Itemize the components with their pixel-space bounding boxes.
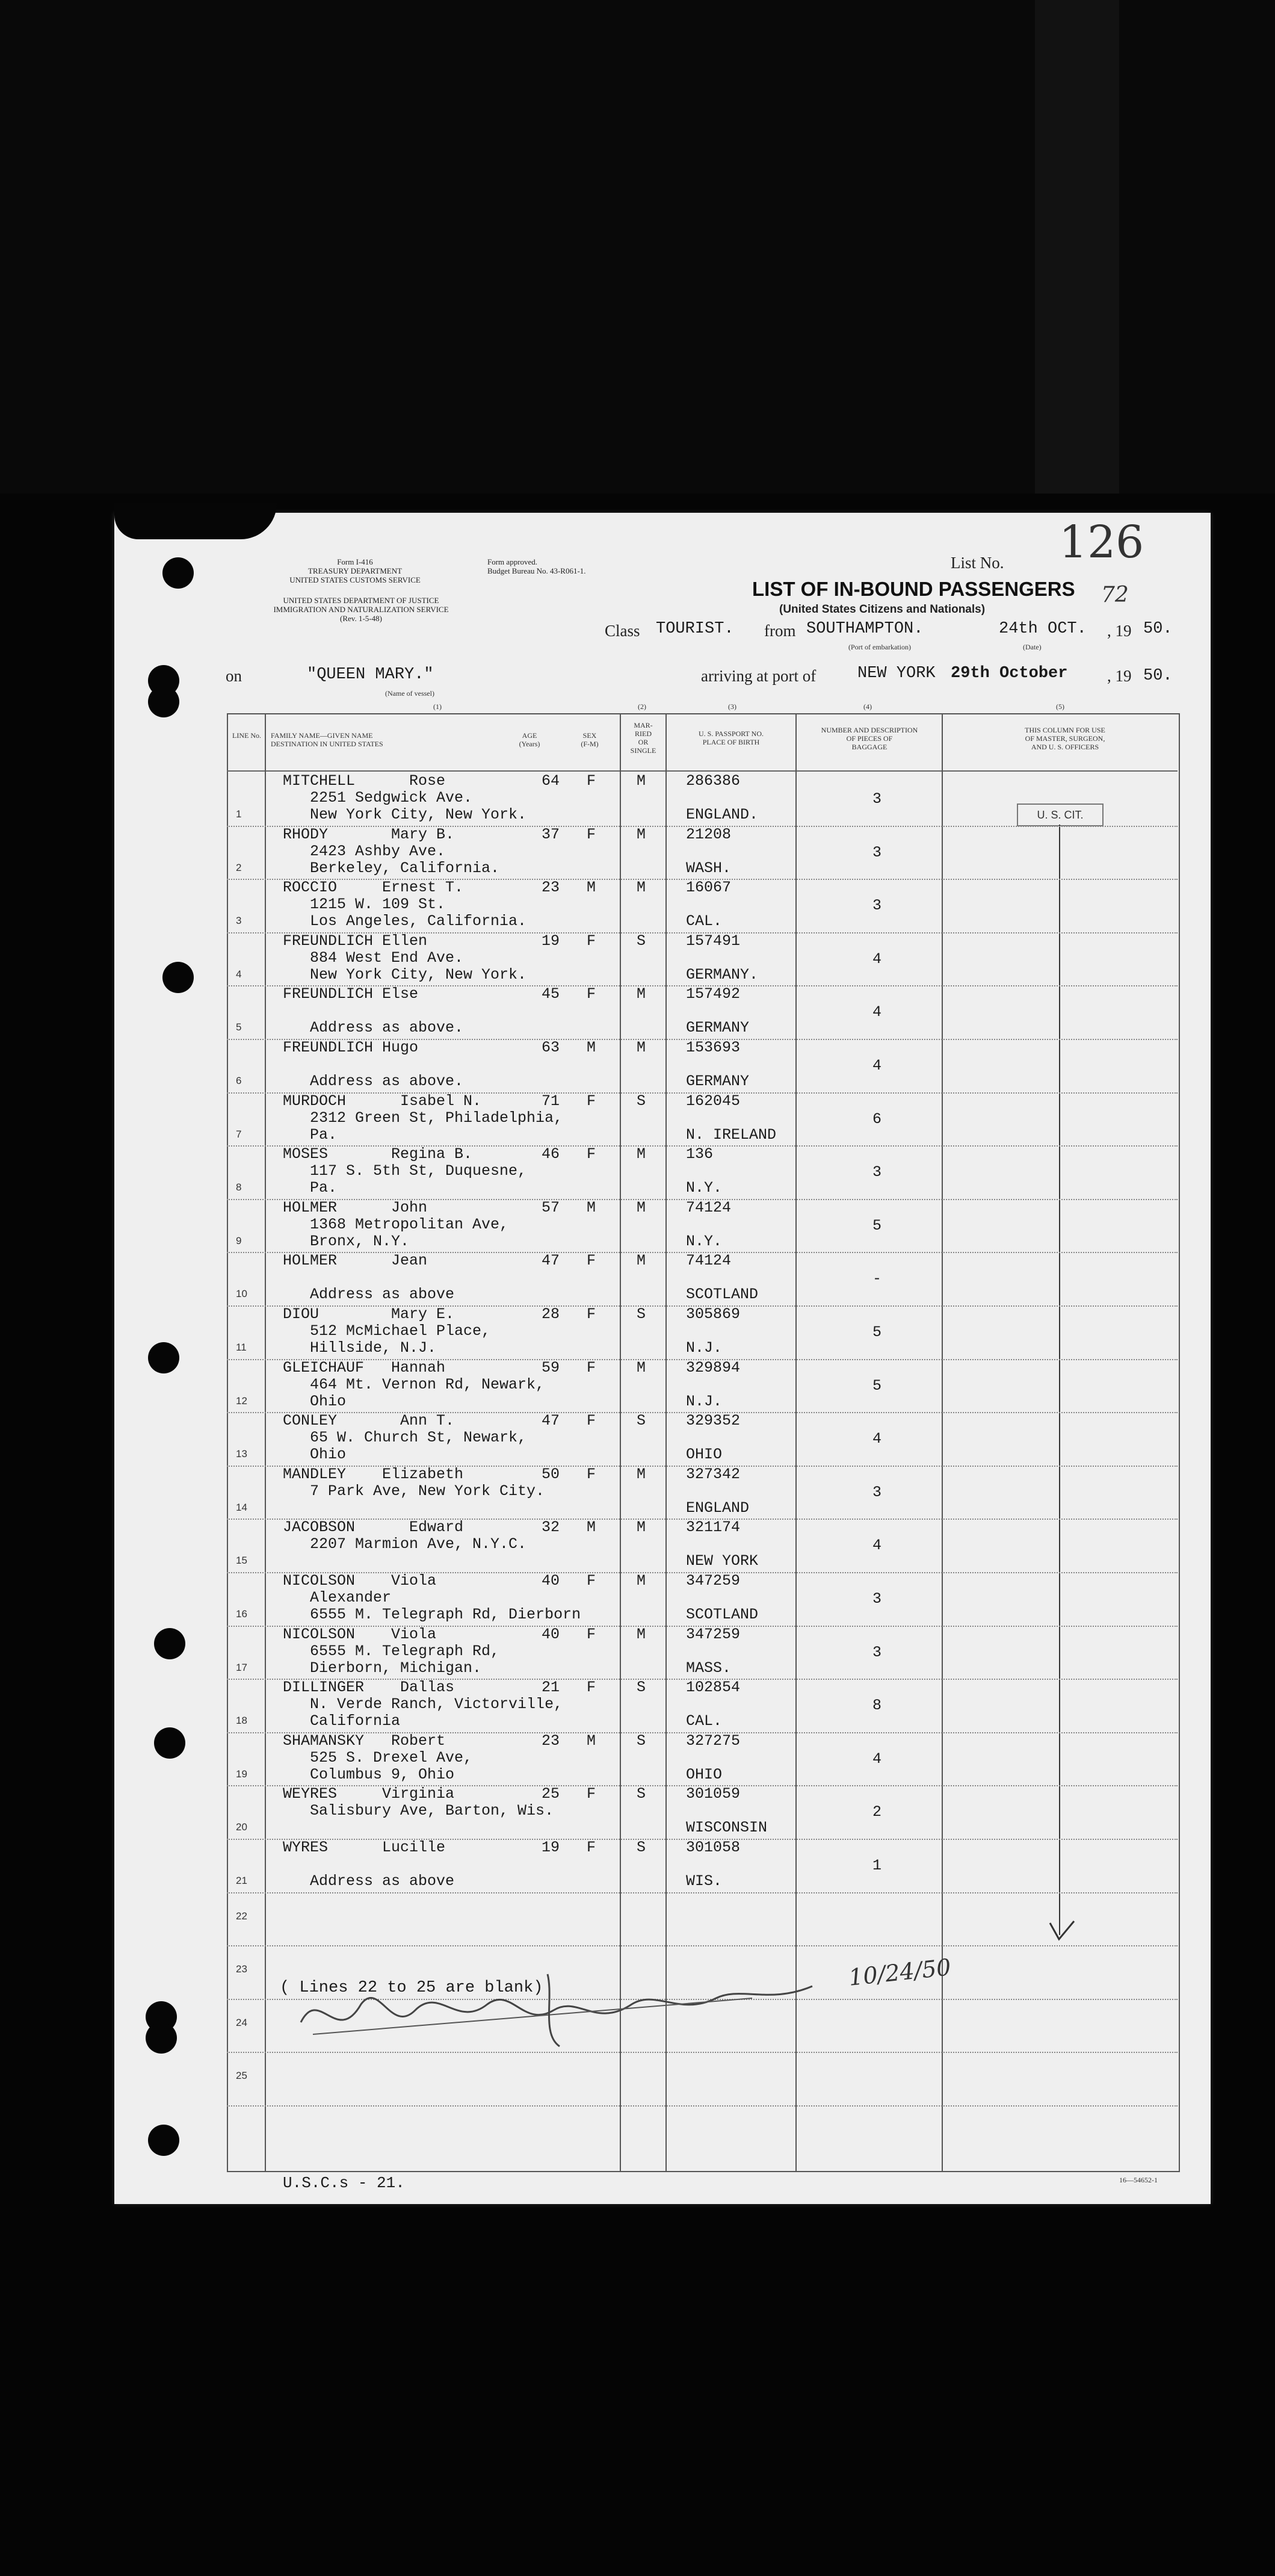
passenger-name: DILLINGER Dallas — [283, 1679, 455, 1697]
agency-line: UNITED STATES DEPARTMENT OF JUSTICE — [283, 596, 439, 605]
destination-address: 7 Park Ave, New York City. — [310, 1482, 545, 1500]
passenger-name: FREUNDLICH Ellen — [283, 932, 428, 950]
place-of-birth: WISCONSIN — [686, 1819, 768, 1837]
passport-number: 327275 — [686, 1732, 741, 1750]
passenger-sex: F — [587, 1625, 596, 1643]
baggage-count: 3 — [872, 1590, 882, 1608]
passenger-age: 47 — [542, 1252, 560, 1270]
line-number: 11 — [236, 1342, 247, 1353]
destination-address: 512 McMichael Place, — [310, 1322, 491, 1340]
marital-status: S — [637, 1732, 646, 1750]
punch-hole — [154, 1628, 185, 1659]
destination-city: Address as above — [310, 1872, 455, 1890]
passenger-name: GLEICHAUF Hannah — [283, 1358, 446, 1376]
passenger-name: WEYRES Virginia — [283, 1785, 455, 1803]
destination-city: Pa. — [310, 1179, 338, 1197]
marital-status: M — [637, 1039, 646, 1056]
passenger-name: DIOU Mary E. — [283, 1305, 455, 1323]
marital-status: M — [637, 825, 646, 843]
class-label: Class — [605, 622, 640, 640]
place-of-birth: GERMANY — [686, 1073, 750, 1090]
baggage-count: 3 — [872, 897, 882, 915]
list-no-sub: 72 — [1101, 583, 1129, 607]
punch-hole — [148, 2125, 179, 2156]
destination-address: 1368 Metropolitan Ave, — [310, 1215, 509, 1233]
baggage-count: 4 — [872, 1750, 882, 1768]
punch-hole — [154, 1727, 185, 1759]
baggage-count: 4 — [872, 1003, 882, 1021]
place-of-birth: N.Y. — [686, 1179, 723, 1197]
passenger-age: 40 — [542, 1625, 560, 1643]
passenger-age: 47 — [542, 1412, 560, 1430]
marital-status: S — [637, 1412, 646, 1430]
baggage-count: 3 — [872, 843, 882, 861]
passport-number: 301058 — [686, 1839, 741, 1856]
baggage-count: 4 — [872, 950, 882, 968]
passport-number: 347259 — [686, 1572, 741, 1590]
destination-address: 525 S. Drexel Ave, — [310, 1748, 473, 1766]
agency-line: UNITED STATES CUSTOMS SERVICE — [289, 575, 421, 584]
destination-city: Berkeley, California. — [310, 859, 500, 877]
arrival-year: 50. — [1143, 667, 1173, 685]
passenger-age: 32 — [542, 1519, 560, 1537]
row-rule — [227, 1892, 1178, 1893]
passport-number: 329894 — [686, 1358, 741, 1376]
baggage-count: 5 — [872, 1324, 882, 1341]
place-of-birth: GERMANY. — [686, 965, 759, 983]
passenger-age: 46 — [542, 1145, 560, 1163]
marital-status: M — [637, 1519, 646, 1537]
passport-number: 157492 — [686, 985, 741, 1003]
budget-line: Budget Bureau No. 43-R061-1. — [487, 566, 586, 575]
passenger-sex: M — [587, 1039, 596, 1056]
baggage-count: 5 — [872, 1376, 882, 1395]
line-number: 16 — [236, 1608, 247, 1620]
punch-hole — [148, 1342, 179, 1373]
destination-address: 117 S. 5th St, Duquesne, — [310, 1162, 527, 1180]
row-rule — [227, 1945, 1178, 1946]
col-header-marital: MAR- RIED OR SINGLE — [630, 721, 656, 755]
passenger-sex: F — [587, 1785, 596, 1803]
destination-city: Dierborn, Michigan. — [310, 1659, 482, 1677]
destination-address: 2312 Green St, Philadelphia, — [310, 1109, 563, 1127]
passport-number: 329352 — [686, 1412, 741, 1430]
page-subtitle: (United States Citizens and Nationals) — [779, 603, 986, 616]
departure-date: 24th OCT. — [999, 620, 1087, 638]
marital-status: S — [637, 932, 646, 950]
baggage-count: 3 — [872, 1483, 882, 1501]
baggage-count: 5 — [872, 1216, 882, 1234]
passport-number: 16067 — [686, 879, 732, 897]
destination-address: 2423 Ashby Ave. — [310, 842, 446, 860]
col-number: (1) — [433, 702, 442, 711]
marital-status: M — [637, 985, 646, 1003]
destination-address: 884 West End Ave. — [310, 949, 464, 967]
departure-year: 50. — [1143, 620, 1173, 638]
passenger-age: 64 — [542, 772, 560, 790]
destination-city: California — [310, 1712, 401, 1730]
form-approval — [487, 557, 668, 575]
col-header-baggage: NUMBER AND DESCRIPTION OF PIECES OF BAGGAGE — [821, 726, 918, 751]
line-number: 20 — [236, 1821, 247, 1833]
place-of-birth: SCOTLAND — [686, 1286, 759, 1304]
line-number: 14 — [236, 1501, 247, 1513]
passenger-sex: F — [587, 1679, 596, 1697]
line-number: 21 — [236, 1875, 247, 1886]
passport-number: 162045 — [686, 1092, 741, 1110]
line-number: 17 — [236, 1661, 247, 1673]
arrival-date: 29th October — [951, 664, 1068, 683]
baggage-count: 8 — [872, 1697, 882, 1715]
place-of-birth: OHIO — [686, 1446, 723, 1464]
form-agency-block — [265, 557, 445, 584]
place-of-birth: CAL. — [686, 912, 723, 930]
arriving-label: arriving at port of — [701, 667, 817, 685]
line-number: 1 — [236, 808, 242, 820]
passport-number: 157491 — [686, 932, 741, 950]
line-number: 8 — [236, 1181, 242, 1194]
list-no-label: List No. — [951, 554, 1004, 572]
passenger-name: NICOLSON Viola — [283, 1625, 437, 1643]
destination-city: Hillside, N.J. — [310, 1339, 437, 1357]
line-number: 4 — [236, 968, 242, 980]
passenger-sex: F — [587, 1092, 596, 1110]
baggage-count: 4 — [872, 1057, 882, 1074]
passport-number: 327342 — [686, 1465, 741, 1483]
marital-status: M — [637, 1572, 646, 1590]
destination-address: 464 Mt. Vernon Rd, Newark, — [310, 1375, 545, 1393]
col-number: (5) — [1056, 702, 1064, 711]
line-number: 23 — [236, 1963, 247, 1975]
passport-number: 74124 — [686, 1252, 732, 1270]
line-number: 12 — [236, 1395, 247, 1407]
passenger-name: MOSES Regina B. — [283, 1145, 473, 1163]
passenger-sex: M — [587, 879, 596, 897]
passenger-name: HOLMER Jean — [283, 1252, 428, 1270]
col-header-name: FAMILY NAME—GIVEN NAME DESTINATION IN UNITED STATES — [271, 731, 383, 748]
destination-city: Address as above. — [310, 1073, 464, 1090]
passenger-age: 50 — [542, 1465, 560, 1483]
col-number: (3) — [728, 702, 736, 711]
baggage-count: 1 — [872, 1857, 882, 1874]
line-number: 22 — [236, 1910, 247, 1922]
passenger-name: ROCCIO Ernest T. — [283, 879, 464, 897]
passenger-sex: F — [587, 1412, 596, 1430]
footer-print-code: 16—54652-1 — [1119, 2176, 1158, 2184]
place-of-birth: N. IRELAND — [686, 1125, 777, 1144]
passenger-sex: F — [587, 1305, 596, 1323]
marital-status: M — [637, 1198, 646, 1216]
place-of-birth: N.Y. — [686, 1232, 723, 1250]
row-rule — [227, 2105, 1178, 2107]
col-header-passport: U. S. PASSPORT NO. PLACE OF BIRTH — [699, 729, 764, 746]
passenger-age: 59 — [542, 1358, 560, 1376]
destination-city: Los Angeles, California. — [310, 912, 527, 930]
baggage-count: 3 — [872, 1163, 882, 1181]
footer-form-code: U.S.C.s - 21. — [283, 2174, 405, 2192]
passenger-sex: F — [587, 1145, 596, 1163]
destination-city: Pa. — [310, 1125, 338, 1144]
passenger-age: 37 — [542, 825, 560, 843]
passenger-sex: F — [587, 932, 596, 950]
passport-number: 286386 — [686, 772, 741, 790]
col-number: (4) — [863, 702, 872, 711]
header-divider — [227, 770, 1178, 772]
line-number: 5 — [236, 1021, 242, 1033]
from-label: from — [764, 622, 796, 640]
form-justice-block — [223, 596, 499, 623]
passenger-sex: F — [587, 1358, 596, 1376]
list-no-value: 126 — [1059, 516, 1144, 568]
passenger-sex: F — [587, 1839, 596, 1856]
place-of-birth: CAL. — [686, 1712, 723, 1730]
vessel-name: "QUEEN MARY." — [307, 666, 434, 684]
passenger-age: 45 — [542, 985, 560, 1003]
punch-hole — [146, 2022, 177, 2054]
bracket-end-mark — [1047, 1920, 1077, 1944]
marital-status: M — [637, 1465, 646, 1483]
passenger-sex: M — [587, 1732, 596, 1750]
marital-status: S — [637, 1839, 646, 1856]
marital-status: M — [637, 1358, 646, 1376]
marital-status: M — [637, 1145, 646, 1163]
passenger-sex: M — [587, 1198, 596, 1216]
passenger-name: WYRES Lucille — [283, 1839, 446, 1856]
officer-signature — [295, 1962, 824, 2052]
punch-hole — [148, 686, 179, 717]
passenger-name: MURDOCH Isabel N. — [283, 1092, 482, 1110]
baggage-count: 6 — [872, 1110, 882, 1128]
passenger-sex: F — [587, 772, 596, 790]
marital-status: S — [637, 1679, 646, 1697]
line-number: 9 — [236, 1234, 242, 1246]
marital-status: M — [637, 772, 646, 790]
vessel-caption: (Name of vessel) — [385, 689, 434, 698]
approval-line: Form approved. — [487, 557, 538, 566]
passport-number: 305869 — [686, 1305, 741, 1323]
citizen-bracket-line — [1059, 825, 1060, 1935]
line-number: 25 — [236, 2070, 247, 2082]
destination-city: Ohio — [310, 1446, 347, 1464]
passenger-age: 40 — [542, 1572, 560, 1590]
destination-address: 1215 W. 109 St. — [310, 896, 446, 914]
baggage-count: 2 — [872, 1803, 882, 1821]
destination-address: Salisbury Ave, Barton, Wis. — [310, 1802, 554, 1820]
place-of-birth: N.J. — [686, 1339, 723, 1357]
blank-lines-note: ( Lines 22 to 25 are blank) — [280, 1979, 543, 1997]
destination-address: 2251 Sedgwick Ave. — [310, 789, 473, 807]
destination-city: Bronx, N.Y. — [310, 1232, 410, 1250]
place-of-birth: MASS. — [686, 1659, 732, 1677]
col-header-age: AGE (Years) — [519, 731, 540, 748]
year-label: , 19 — [1107, 667, 1132, 685]
col-header-officers: THIS COLUMN FOR USE OF MASTER, SURGEON, AND U. S. OFFICERS — [1025, 726, 1105, 751]
passenger-name: FREUNDLICH Else — [283, 985, 419, 1003]
baggage-count: 3 — [872, 1643, 882, 1661]
arrival-port: NEW YORK — [857, 664, 936, 683]
revision-line: (Rev. 1-5-48) — [340, 614, 382, 623]
line-number: 24 — [236, 2016, 247, 2028]
line-number: 3 — [236, 915, 242, 927]
marital-status: M — [637, 879, 646, 897]
line-number: 7 — [236, 1128, 242, 1140]
place-of-birth: ENGLAND. — [686, 806, 759, 823]
destination-address: 6555 M. Telegraph Rd, — [310, 1642, 500, 1660]
passenger-age: 71 — [542, 1092, 560, 1110]
line-number: 2 — [236, 861, 242, 873]
line-number: 15 — [236, 1555, 247, 1567]
date-caption: (Date) — [1023, 643, 1042, 651]
passport-number: 153693 — [686, 1039, 741, 1056]
passport-number: 321174 — [686, 1519, 741, 1537]
year-label: , 19 — [1107, 622, 1132, 640]
agency-line: IMMIGRATION AND NATURALIZATION SERVICE — [273, 605, 449, 614]
on-label: on — [226, 667, 242, 685]
embark-port: SOUTHAMPTON. — [806, 620, 924, 638]
marital-status: S — [637, 1092, 646, 1110]
passenger-age: 19 — [542, 1839, 560, 1856]
passenger-sex: F — [587, 1572, 596, 1590]
destination-address: N. Verde Ranch, Victorville, — [310, 1695, 563, 1714]
passenger-name: MITCHELL Rose — [283, 772, 446, 790]
destination-city: Address as above — [310, 1286, 455, 1304]
form-number: Form I-416 — [337, 557, 373, 566]
film-streak — [1035, 0, 1119, 494]
place-of-birth: WIS. — [686, 1872, 723, 1890]
passport-number: 136 — [686, 1145, 714, 1163]
passport-number: 102854 — [686, 1679, 741, 1697]
marital-status: M — [637, 1625, 646, 1643]
passenger-age: 25 — [542, 1785, 560, 1803]
passenger-age: 21 — [542, 1679, 560, 1697]
destination-city: New York City, New York. — [310, 806, 527, 823]
destination-address: 65 W. Church St, Newark, — [310, 1429, 527, 1447]
passenger-age: 28 — [542, 1305, 560, 1323]
place-of-birth: OHIO — [686, 1765, 723, 1783]
place-of-birth: ENGLAND — [686, 1499, 750, 1517]
passenger-age: 57 — [542, 1198, 560, 1216]
passenger-name: MANDLEY Elizabeth — [283, 1465, 464, 1483]
handwritten-date: 10/24/50 — [847, 1954, 952, 1991]
punch-hole — [162, 962, 194, 993]
passenger-name: JACOBSON Edward — [283, 1519, 464, 1537]
line-number: 13 — [236, 1448, 247, 1460]
passport-number: 301059 — [686, 1785, 741, 1803]
class-value: TOURIST. — [656, 620, 734, 638]
passenger-name: FREUNDLICH Hugo — [283, 1039, 419, 1056]
passenger-name: SHAMANSKY Robert — [283, 1732, 446, 1750]
line-number: 18 — [236, 1715, 247, 1727]
baggage-count: 3 — [872, 790, 882, 808]
marital-status: S — [637, 1785, 646, 1803]
passenger-name: RHODY Mary B. — [283, 825, 455, 843]
passport-number: 347259 — [686, 1625, 741, 1643]
passenger-age: 23 — [542, 1732, 560, 1750]
passenger-age: 63 — [542, 1039, 560, 1056]
destination-address: 2207 Marmion Ave, N.Y.C. — [310, 1535, 527, 1553]
col-header-sex: SEX (F-M) — [581, 731, 599, 748]
marital-status: S — [637, 1305, 646, 1323]
passport-number: 74124 — [686, 1198, 732, 1216]
torn-corner — [114, 503, 277, 539]
destination-city: Ohio — [310, 1392, 347, 1410]
line-number: 10 — [236, 1288, 247, 1300]
place-of-birth: N.J. — [686, 1392, 723, 1410]
port-caption: (Port of embarkation) — [848, 643, 911, 651]
passport-number: 21208 — [686, 825, 732, 843]
destination-address: Alexander — [310, 1589, 392, 1606]
marital-status: M — [637, 1252, 646, 1270]
passenger-sex: M — [587, 1519, 596, 1537]
place-of-birth: SCOTLAND — [686, 1606, 759, 1623]
passenger-sex: F — [587, 985, 596, 1003]
col-number: (2) — [638, 702, 646, 711]
passenger-name: CONLEY Ann T. — [283, 1412, 455, 1430]
page-title: LIST OF IN-BOUND PASSENGERS — [752, 578, 1075, 600]
passenger-age: 23 — [542, 879, 560, 897]
passenger-sex: F — [587, 1252, 596, 1270]
passenger-name: HOLMER John — [283, 1198, 428, 1216]
place-of-birth: WASH. — [686, 859, 732, 877]
baggage-count: 4 — [872, 1537, 882, 1555]
destination-city: 6555 M. Telegraph Rd, Dierborn — [310, 1606, 581, 1623]
punch-hole — [162, 557, 194, 589]
destination-city: Address as above. — [310, 1019, 464, 1037]
passenger-sex: F — [587, 825, 596, 843]
passenger-age: 19 — [542, 932, 560, 950]
passenger-sex: F — [587, 1465, 596, 1483]
baggage-count: 4 — [872, 1430, 882, 1448]
line-number: 6 — [236, 1075, 242, 1086]
col-header-line: LINE No. — [232, 731, 261, 740]
baggage-count: - — [872, 1270, 882, 1288]
us-citizen-stamp: U. S. CIT. — [1017, 803, 1104, 826]
passenger-name: NICOLSON Viola — [283, 1572, 437, 1590]
place-of-birth: NEW YORK — [686, 1552, 759, 1570]
destination-city: New York City, New York. — [310, 965, 527, 983]
line-number: 19 — [236, 1768, 247, 1780]
destination-city: Columbus 9, Ohio — [310, 1765, 455, 1783]
agency-line: TREASURY DEPARTMENT — [307, 566, 403, 575]
place-of-birth: GERMANY — [686, 1019, 750, 1037]
